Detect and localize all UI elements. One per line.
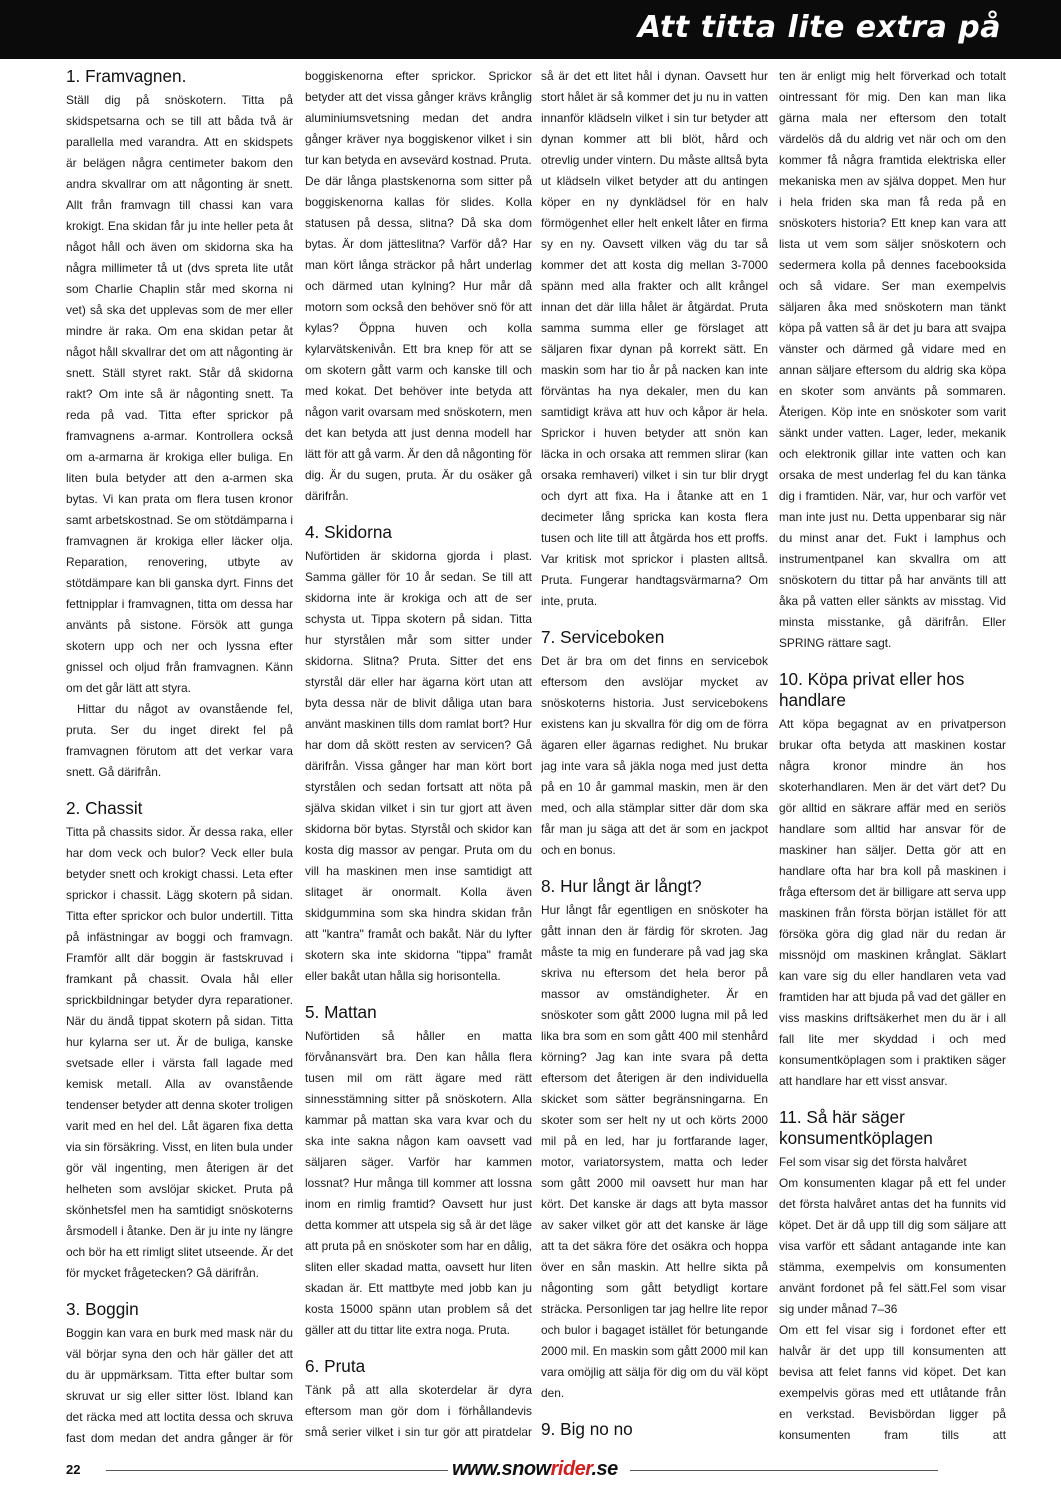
section-heading: 4. Skidorna <box>305 522 392 542</box>
body-paragraph: Ställ dig på snöskotern. Titta på skidspetsarna och se till att båda två är parallella med varandra. Att en skidspets är belägen några centimeter bakom den andra skvallrar om att någonting är snett. Allt från framvagn till chassi kan vara krokigt. Ena skidan får ju inte heller peta åt något håll och även om skidorna ska ha några millimeter tå ut (dvs spreta lite utåt som Charlie Chaplin står med skorna ni vet) så ska det upplevas som de mer eller mindre är raka. Om ena skidan petar åt något håll skvallrar det om att någonting är snett. Ställ styret rakt. Står då skidorna rakt? Om inte så är någonting snett. Ta reda på vad. Titta efter sprickor på framvagnens a-armar. Kontrollera också om a-armarna är krokiga eller buliga. En liten bula betyder att den a-armen ska bytas. Vi kan prata om flera tusen kronor samt arbetskostnad. Se om stötdämparna i framvagnen är krokiga eller läcker olja. Reparation, renovering, utbyte av stötdämpare kan bli ganska dyrt. Finns det fettnipplar i framvagnen, titta om dessa har använts på sistone. Försök att gunga skotern upp och ner och lyssna efter gnissel och oljud från framvagnen. Känn om det går lätt att styra. <box>66 93 293 695</box>
body-paragraph: Fel som visar sig det första halvåret <box>779 1155 967 1169</box>
body-paragraph: ten är enligt mig helt förverkad och totalt ointressant för mig. Den kan man lika gärna mala ner eftersom den totalt värdelös då du aldrig vet när och om den kommer få några framtida elektriska eller mekaniska men av själva doppet. Men hur i hela friden ska man få reda på en snöskoters historia? Ett knep kan vara att lista ut vem som säljer snöskotern och sedermera kolla på dennes facebooksida och så vidare. Ser man exempelvis säljaren åka med snöskotern man tänkt köpa på vatten så är det ju bara att svajpa vänster och därmed gå vidare med en annan säljare eftersom du aldrig ska köpa en skoter som använts på sommaren. Återigen. Köp inte en snöskoter som varit sänkt under vatten. Lager, leder, mekanik och elektronik gillar inte vatten och kan orsaka de mest underlag fel du kan tänka dig i framtiden. När, var, hur och varför vet man inte just nu. Detta uppenbarar sig när du minst anar det. Fukt i lamphus och instrumentpanel kan skvallra om att snöskotern du tittar på har använts till att åka på vatten eller sänkts av misstag. Vid minsta misstanke, gå därifrån. Eller SPRING rättare sagt. <box>779 69 1006 650</box>
body-paragraph: Om ett fel visar sig i fordonet efter ett halvår är det upp till konsumenten att bevisa att felet fanns vid köpet. Det kan exempelvis göras med ett utlåtande från en verkstad. Bevisbördan ligger på konsumenten fram tills att <box>779 1323 1006 1442</box>
body-paragraph: Tänk på att alla skoterdelar är dyra eftersom man gör dom i förhållandevis små serier vilket i sin tur gör att piratdelar <box>305 1383 532 1439</box>
column-1 <box>66 66 293 1444</box>
section-heading: 2. Chassit <box>66 798 143 818</box>
column-2 <box>305 66 532 1444</box>
section-heading: 9. Big no no <box>541 1419 633 1439</box>
section-heading: 11. Så här säger konsumentköplagen <box>779 1107 933 1148</box>
body-paragraph: Att köpa begagnat av en privatperson brukar ofta betyda att maskinen kostar några kronor mindre än hos skoterhandlaren. Men är det värt det? Du gör alltid en säkrare affär med en seriös handlare som alltid har ansvar för de maskiner han säljer. Detta gör att en handlare ofta har bra koll på maskinen i fråga eftersom det är billigare att serva upp maskinen från första början istället för att försöka göra dig glad när du redan är missnöjd om maskinen krånglat. Säklart kan vare sig du eller handlaren veta vad framtiden har att bjuda på vad det gäller en viss maskins driftsäkerhet men du är i all fall lite mer skyddad i och med konsumentköplagen som i praktiken säger att handlare har ett visst ansvar. <box>779 717 1006 1088</box>
section-heading: 6. Pruta <box>305 1356 366 1376</box>
column-3 <box>541 66 768 1444</box>
page-title: Att titta lite extra på <box>637 10 1001 45</box>
section-heading: 7. Serviceboken <box>541 627 665 647</box>
site-url-prefix: www.snow <box>452 1458 551 1480</box>
body-paragraph: Nuförtiden så håller en matta förvånansvärt bra. Den kan hålla flera tusen mil om rätt ägare med rätt sinnesstämning sitter på snöskotern. Alla kammar på mattan ska vara kvar och du ska inte sakna någon kam oavsett vad säljaren säger. Varför har kammen lossnat? Hur många till kommer att lossna inom en rimlig framtid? Oavsett hur just detta kommer att utspela sig så är det läge att pruta på en snöskoter som har en dålig, sliten eller skadad matta, oavsett hur liten skadan är. Ett mattbyte med jobb kan ju kosta 15000 spänn utan problem så det gäller att du tittar lite extra noga. Pruta. <box>305 1029 532 1337</box>
header-bar <box>0 0 1061 59</box>
site-url-suffix: .se <box>591 1458 618 1480</box>
body-paragraph: Hur långt får egentligen en snöskoter ha gått innan den är färdig för skroten. Jag måste ta mig en funderare på vad jag ska skriva nu eftersom det hela beror på massor av omständigheter. Är en snöskoter som gått 2000 lugna mil på led lika bra som en som gått 400 mil stenhård körning? Jag kan inte svara på detta eftersom det återigen är den individuella skicket som sätter begränsningarna. En skoter som ser helt ny ut och körts 2000 mil på en led, har ju fortfarande lager, motor, variatorsystem, matta och leder som gått 2000 mil oavsett hur man har kört. Det kanske är dags att byta massor av saker vilket gör att det kanske är läge att ta det säkra före det osäkra och hoppa över en sån maskin. Att hellre sikta på någonting som gått betydligt kortare sträcka. Personligen tar jag hellre lite repor och bulor i bagaget istället för betungande 2000 mil. En maskin som gått 2000 mil kan vara omöjlig att sälja för dig om du väl köpt den. <box>541 903 768 1400</box>
footer-rule-left <box>106 1470 448 1471</box>
page-number: 22 <box>66 1462 81 1477</box>
section-heading: 3. Boggin <box>66 1299 139 1319</box>
section-heading: 10. Köpa privat eller hos handlare <box>779 669 965 710</box>
body-paragraph: boggiskenorna efter sprickor. Sprickor betyder att det vissa gånger krävs krånglig aluminiumsvetsning medan det andra gånger kräver nya boggiskenor vilket i sin tur kan betyda en avsevärd kostnad. Pruta. <box>305 69 532 167</box>
section-heading: 5. Mattan <box>305 1002 377 1022</box>
body-paragraph: Boggin kan vara en burk med mask när du väl börjar syna den och här gäller det att du är uppmärksam. Titta efter bultar som skruvat ur sig eller sitter löst. Ibland kan det räcka med att loctita dessa och skruva fast dom medan det andra gånger är för <box>66 1326 293 1444</box>
site-url <box>452 1458 618 1481</box>
body-paragraph: Nuförtiden är skidorna gjorda i plast. Samma gäller för 10 år sedan. Se till att skidorna inte är krokiga och att de ser schysta ut. Tippa skotern på sidan. Titta hur styrstålen mår som sitter under skidorna. Slitna? Pruta. Sitter det ens styrstål där eller har ägarna kört utan att byta dessa när de blivit dåliga utan bara använt maskinen tills dom ramlat bort? Hur har dom då skött resten av servicen? Gå därifrån. Vissa gånger har man kört bort styrstålen och sedan fortsatt att nöta på själva skidan vilket i sin tur gjort att även skidorna bör bytas. Styrstål och skidor kan kosta dig massor av pengar. Pruta om du vill ha maskinen men inse samtidigt att slitaget är onormalt. Kolla även skidgummina som ska hindra skidan från att "kantra" framåt och bakåt. När du lyfter skotern ska inte skidorna "tippa" framåt eller bakåt utan hålla sig horisontella. <box>305 549 532 983</box>
footer-rule-right <box>630 1470 938 1471</box>
body-paragraph: Titta på chassits sidor. Är dessa raka, eller har dom veck och bulor? Veck eller bula betyder snett och krokigt chassi. Leta efter sprickor i chassit. Lägg skotern på sidan. Titta efter sprickor och bulor undertill. Titta på infästningar av boggi och framvagn. Framför allt där boggin är fastskruvad i framkant på chassit. Ovala hål eller sprickbildningar betyder dyra reparationer. När du ändå tippat skotern på sidan. Titta hur kylarna ser ut. Är de buliga, kanske svetsade eller i värsta fall lagade med kemisk metall. Alla av ovanstående tendenser betyder att denna skoter troligen varit med en hel del. Låt ägaren fixa detta via sin försäkring. Visst, en liten bula under gör väl ingenting, men återigen är det helheten som avslöjar skicket. Pruta på skönhetsfel men ha samtidigt snöskoterns årsmodell i åtanke. Den är ju inte ny längre och bör ha ett rimligt slitet utseende. Är det för mycket frågetecken? Gå därifrån. <box>66 825 293 1280</box>
body-paragraph <box>541 1443 768 1444</box>
body-paragraph: Om konsumenten klagar på ett fel under det första halvåret antas det ha funnits vid köpet. Det är då upp till dig som säljare att visa varför ett sådant antagande inte kan stämma, exempelvis om konsumenten använt fordonet på fel sätt.Fel som visar sig under månad 7–36 <box>779 1176 1006 1316</box>
column-4 <box>779 66 1006 1444</box>
body-paragraph: Hittar du något av ovanstående fel, pruta. Ser du inget direkt fel på framvagnen förutom att det verkar vara snett. Gå därifrån. <box>66 702 293 779</box>
body-paragraph: Det är bra om det finns en servicebok eftersom den avslöjar mycket av snöskoterns historia. Just servicebokens existens kan ju skvallra för dig om de förra ägaren eller ägarnas redighet. Nu brukar jag inte vara så jäkla noga med just detta på en 10 år gammal maskin, men är den med, och alla stämplar sitter där dom ska får man ju säga att det är som en jackpot och en bonus. <box>541 654 768 857</box>
site-url-accent: rider <box>550 1458 592 1480</box>
body-paragraph: De där långa plastskenorna som sitter på boggiskenorna kallas för slides. Kolla statusen på dessa, slitna? Då ska dom bytas. Är dom jätteslitna? Varför då? Har man kört långa sträckor på hårt underlag och därmed utan kylning? Hur mår då motorn som också den behöver snö för att kylas? Öppna huven och kolla kylarvätskenivån. Ett bra knep för att se om skotern gått varm och kanske till och med kokat. Det behöver inte betyda att någon varit ovarsam med snöskotern, men det kan betyda att just denna modell har lätt för att gå varm. Är den då någonting för dig. Är du sugen, pruta. Är du osäker gå därifrån. <box>305 174 532 503</box>
section-heading: 8. Hur långt är långt? <box>541 876 702 896</box>
section-heading: 1. Framvagnen. <box>66 66 187 86</box>
body-paragraph: så är det ett litet hål i dynan. Oavsett hur stort hålet är så kommer det ju nu in vatten innanför klädseln vilket i sin tur betyder att dynan kommer att bli blöt, hård och otrevlig under vintern. Du måste alltså byta ut klädseln vilket betyder att du antingen köper en ny dynklädsel för en halv förmögenhet eller helt enkelt låter en firma sy en ny. Oavsett vilken väg du tar så kommer det att kosta dig mellan 3-7000 spänn med alla frakter och allt krångel innan det där lilla hålet är åtgärdat. Pruta samma summa eller ge förslaget att säljaren fixar dynan på korrekt sätt. En maskin som har tio år på nacken kan inte förväntas ha nya dekaler, men du kan samtidigt kräva att huv och kåpor är hela. Sprickor i huven betyder att snön kan läcka in och orsaka att remmen slirar (kan orsaka remhaveri) vilket i sin tur blir drygt och dyrt att fixa. Ha i åtanke att en 1 decimeter lång spricka kan kosta flera tusen och lite till att åtgärda hos ett proffs. Var kritisk mot sprickor i plasten alltså. Pruta. Fungerar handtagsvärmarna? Om inte, pruta. <box>541 69 768 608</box>
